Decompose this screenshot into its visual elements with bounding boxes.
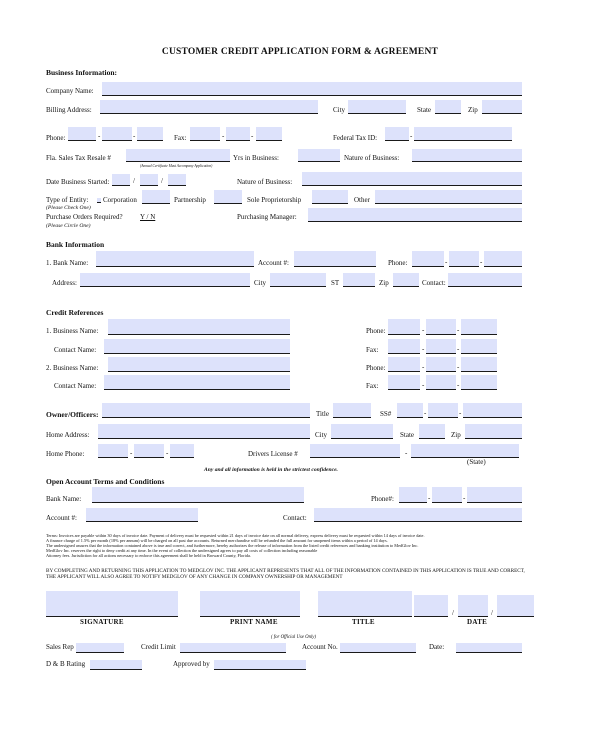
date-year-field[interactable] (497, 595, 534, 617)
bank-zip-field[interactable] (393, 273, 419, 287)
cr-contact-name-2-label: Contact Name: (54, 382, 97, 390)
bank-name-field[interactable] (96, 251, 254, 267)
fax-area-field[interactable] (190, 127, 220, 141)
oa-account-label: Account #: (46, 514, 77, 522)
bank-city-label: City (254, 279, 267, 287)
dash: - (463, 494, 466, 502)
bank-city-field[interactable] (270, 273, 326, 287)
cr-fax-1-area-field[interactable] (388, 339, 420, 354)
home-phone-prefix-field[interactable] (134, 444, 164, 458)
cr-fax-2-prefix-field[interactable] (426, 375, 456, 390)
terms-line-3: The undersigned assures that the information contained above is true and correct, and furthermore, hereby authorizes the release of information from the listed credit references and banking institution to MedGlov Inc. (46, 543, 419, 548)
cr-fax-1-line-field[interactable] (461, 339, 497, 354)
sales-tax-label: Fla. Sales Tax Resale # (46, 154, 111, 162)
company-name-field[interactable] (102, 82, 522, 96)
fax-line-field[interactable] (256, 127, 282, 141)
dash: - (166, 449, 169, 457)
billing-address-field[interactable] (100, 100, 318, 114)
signature-field[interactable] (46, 591, 178, 617)
print-name-field[interactable] (200, 591, 300, 617)
dash: - (459, 409, 462, 417)
bank-phone-area-field[interactable] (412, 251, 444, 267)
owner-ss-3-field[interactable] (463, 403, 522, 418)
dash: - (130, 449, 133, 457)
dash: - (457, 345, 460, 353)
please-circle-one: (Please Circle One) (46, 223, 91, 229)
dash: - (410, 132, 413, 140)
terms-line-1: Terms: Invoices are payable within 30 days of invoice date. Payment of delivery must be requested within 21 days of invoice date on all normal delivery, express delivery must be requested within 14 days of invoice date. (46, 533, 425, 538)
oa-bank-name-label: Bank Name: (46, 495, 82, 503)
dash: - (422, 326, 425, 334)
credit-limit-label: Credit Limit (141, 643, 176, 651)
home-address-label: Home Address: (46, 431, 90, 439)
bank-address-field[interactable] (80, 273, 250, 287)
phone-line-field[interactable] (137, 127, 163, 141)
cr-fax-2-line-field[interactable] (461, 375, 497, 390)
cr-phone-1-label: Phone: (366, 327, 386, 335)
sales-tax-note: (Annual Certificate Must Accompany Application) (140, 164, 213, 168)
dash: - (251, 132, 254, 140)
home-state-field[interactable] (419, 424, 445, 439)
bank-phone-prefix-field[interactable] (449, 251, 479, 267)
corporation-field[interactable] (142, 190, 170, 204)
date-label: DATE (467, 618, 488, 626)
cr-fax-1-prefix-field[interactable] (426, 339, 456, 354)
nature-of-business-field[interactable] (412, 149, 522, 162)
bank-address-label: Address: (52, 279, 77, 287)
dash: - (222, 132, 225, 140)
drivers-license-label: Drivers License # (248, 450, 298, 458)
home-address-field[interactable] (98, 424, 310, 439)
date-started-label: Date Business Started: (46, 178, 110, 186)
account-no-field[interactable] (340, 643, 416, 653)
other-label: Other (354, 196, 370, 204)
bank-phone-label: Phone: (388, 259, 408, 267)
phone-area-field[interactable] (68, 127, 96, 141)
db-rating-label: D & B Rating (46, 660, 86, 668)
date-separator: / (491, 609, 493, 617)
po-required-label: Purchase Orders Required? (46, 213, 123, 221)
dash: - (457, 381, 460, 389)
date-month-field[interactable] (414, 595, 448, 617)
oa-account-field[interactable] (86, 508, 198, 522)
home-zip-label: Zip (451, 431, 461, 439)
nature-of-business-label: Nature of Business: (344, 154, 400, 162)
office-date-field[interactable] (456, 643, 522, 653)
sole-proprietorship-field[interactable] (312, 190, 348, 204)
home-city-label: City (315, 431, 328, 439)
dash: - (457, 363, 460, 371)
federal-tax-id-label: Federal Tax ID: (333, 134, 378, 142)
po-options[interactable]: Y / N (140, 213, 156, 221)
approved-by-field[interactable] (214, 660, 306, 670)
terms-line-5: Attorney fees. Jurisdiction for all actions necessary to enforce this agreement shall be held in Broward County, Florida. (46, 553, 251, 558)
date-separator: / (452, 609, 454, 617)
oa-phone-label: Phone#: (371, 495, 394, 503)
owner-title-label: Title (316, 410, 329, 418)
cr-phone-2-line-field[interactable] (461, 357, 497, 372)
home-city-field[interactable] (331, 424, 393, 439)
phone-prefix-field[interactable] (102, 127, 132, 141)
date-separator: / (133, 177, 135, 185)
fax-prefix-field[interactable] (226, 127, 250, 141)
dash: - (405, 449, 408, 457)
other-field[interactable] (375, 190, 522, 204)
zip-label: Zip (468, 106, 478, 114)
bank-phone-line-field[interactable] (484, 251, 522, 267)
home-phone-line-field[interactable] (170, 444, 194, 458)
cr-phone-1-area-field[interactable] (388, 319, 420, 335)
cr-fax-2-area-field[interactable] (388, 375, 420, 390)
agreement-line-2: THE APPLICANT WILL ALSO AGREE TO NOTIFY MEDGLOV OF ANY CHANGE IN COMPANY OWNERSHIP OR MANAGEMENT (46, 574, 343, 580)
sole-proprietorship-label: Sole Proprietorship (247, 196, 302, 204)
terms-line-4: MedGlov Inc. reserves the right to deny credit at any time. In the event of collection the undersigned agrees to pay all costs of collection including reasonable (46, 548, 318, 553)
cr-phone-1-prefix-field[interactable] (426, 319, 456, 335)
yrs-in-business-field[interactable] (298, 149, 340, 162)
cr-phone-1-line-field[interactable] (461, 319, 497, 335)
page-title: CUSTOMER CREDIT APPLICATION FORM & AGREEMENT (161, 47, 439, 57)
bank-account-field[interactable] (294, 251, 376, 267)
date-started-month-field[interactable] (112, 174, 130, 186)
owner-ss-label: SS# (380, 410, 392, 418)
oa-contact-label: Contact: (283, 514, 307, 522)
bank-info-heading: Bank Information (46, 240, 105, 249)
bank-contact-label: Contact: (422, 279, 446, 287)
state-field[interactable] (435, 100, 461, 114)
drivers-license-field[interactable] (310, 444, 400, 458)
official-use-note: ( for Official Use Only) (271, 635, 317, 640)
terms-line-2: A finance charge of 1.5% per month (18% per annum) will be charged on all past due accounts. Returned merchandise will be refunded the full amount for unopened items within a period of 14 days. (46, 538, 388, 543)
cr-business-name-1-label: 1. Business Name: (46, 327, 99, 335)
cr-business-name-2-field[interactable] (108, 357, 290, 372)
home-state-label: State (400, 431, 414, 439)
nature-of-business-label-2: Nature of Business: (237, 178, 293, 186)
title-field[interactable] (318, 591, 412, 617)
sales-rep-label: Sales Rep (46, 643, 74, 651)
date-started-day-field[interactable] (140, 174, 158, 186)
owner-ss-2-field[interactable] (428, 403, 458, 418)
purchasing-manager-field[interactable] (308, 208, 522, 222)
federal-tax-id-prefix-field[interactable] (385, 127, 409, 141)
yrs-in-business-label: Yrs in Business: (233, 154, 279, 162)
bank-zip-label: Zip (379, 279, 389, 287)
cr-contact-name-2-field[interactable] (104, 375, 290, 390)
cr-phone-2-label: Phone: (366, 364, 386, 372)
fax-label: Fax: (174, 134, 187, 142)
phone-label: Phone: (46, 134, 66, 142)
nature-of-business-field-2[interactable] (302, 172, 522, 186)
oa-phone-line-field[interactable] (467, 487, 522, 503)
home-phone-label: Home Phone: (46, 450, 85, 458)
bank-st-field[interactable] (343, 273, 375, 287)
account-no-label: Account No. (302, 643, 338, 651)
cr-phone-2-prefix-field[interactable] (426, 357, 456, 372)
dash: - (422, 345, 425, 353)
cr-contact-name-1-field[interactable] (104, 339, 290, 354)
dash: - (133, 132, 136, 140)
company-name-label: Company Name: (46, 87, 94, 95)
dash: - (445, 258, 448, 266)
date-started-year-field[interactable] (168, 174, 186, 186)
cr-phone-2-area-field[interactable] (388, 357, 420, 372)
bank-account-label: Account #: (258, 259, 289, 267)
credit-limit-field[interactable] (180, 643, 286, 653)
dash: - (480, 258, 483, 266)
please-check-one: (Please Check One) (46, 205, 91, 211)
confidence-note: Any and all information is held in the strictest confidence. (204, 467, 338, 473)
title-label: TITLE (352, 618, 375, 626)
print-name-label: PRINT NAME (230, 618, 278, 626)
city-label: City (333, 106, 346, 114)
credit-references-heading: Credit References (46, 308, 104, 317)
dash: - (424, 409, 427, 417)
approved-by-label: Approved by (173, 660, 210, 668)
dash: - (457, 326, 460, 334)
billing-address-label: Billing Address: (46, 106, 92, 114)
home-phone-area-field[interactable] (98, 444, 128, 458)
dash: - (422, 381, 425, 389)
partnership-label: Partnership (174, 196, 206, 204)
cr-fax-1-label: Fax: (366, 346, 379, 354)
home-zip-field[interactable] (465, 424, 522, 439)
partnership-field[interactable] (214, 190, 242, 204)
dash: - (422, 363, 425, 371)
owner-ss-1-field[interactable] (397, 403, 423, 418)
cr-contact-name-1-label: Contact Name: (54, 346, 97, 354)
agreement-line-1: BY COMPLETING AND RETURNING THIS APPLICATION TO MEDGLOV INC. THE APPLICANT REPRESENTS THAT ALL OF THE INFORMATION CONTAINED IN THIS APPLICATION IS TRUE AND CORRECT, (46, 568, 525, 574)
cr-fax-2-label: Fax: (366, 382, 379, 390)
state-paren-label: (State) (467, 458, 486, 466)
oa-phone-prefix-field[interactable] (432, 487, 462, 503)
corporation-label: Corporation (103, 196, 137, 204)
open-account-heading: Open Account Terms and Conditions (46, 477, 165, 486)
state-label: State (417, 106, 431, 114)
business-info-heading: Business Information: (46, 68, 118, 77)
date-day-field[interactable] (458, 595, 488, 617)
owner-title-field[interactable] (333, 403, 371, 418)
bank-st-label: ST (331, 279, 340, 287)
corporation-checkbox[interactable] (97, 198, 101, 203)
signature-label: SIGNATURE (80, 618, 124, 626)
city-field[interactable] (348, 100, 406, 114)
federal-tax-id-field[interactable] (414, 127, 512, 141)
cr-business-name-1-field[interactable] (108, 319, 290, 335)
type-of-entity-label: Type of Entity: (46, 196, 89, 204)
oa-phone-area-field[interactable] (399, 487, 427, 503)
cr-business-name-2-label: 2. Business Name: (46, 364, 99, 372)
office-date-label: Date: (429, 643, 445, 651)
date-separator: / (161, 177, 163, 185)
db-rating-field[interactable] (90, 660, 142, 670)
zip-field[interactable] (482, 100, 522, 114)
drivers-license-state-field[interactable] (411, 444, 519, 458)
oa-bank-name-field[interactable] (92, 487, 304, 503)
sales-rep-field[interactable] (76, 643, 124, 653)
bank-contact-field[interactable] (448, 273, 522, 287)
owner-name-field[interactable] (102, 403, 310, 418)
owners-heading: Owner/Officers: (46, 410, 99, 419)
oa-contact-field[interactable] (314, 508, 522, 522)
bank-name-label: 1. Bank Name: (46, 259, 89, 267)
purchasing-manager-label: Purchasing Manager: (237, 213, 297, 221)
dash: - (98, 132, 101, 140)
dash: - (428, 494, 431, 502)
sales-tax-field[interactable] (126, 149, 230, 162)
